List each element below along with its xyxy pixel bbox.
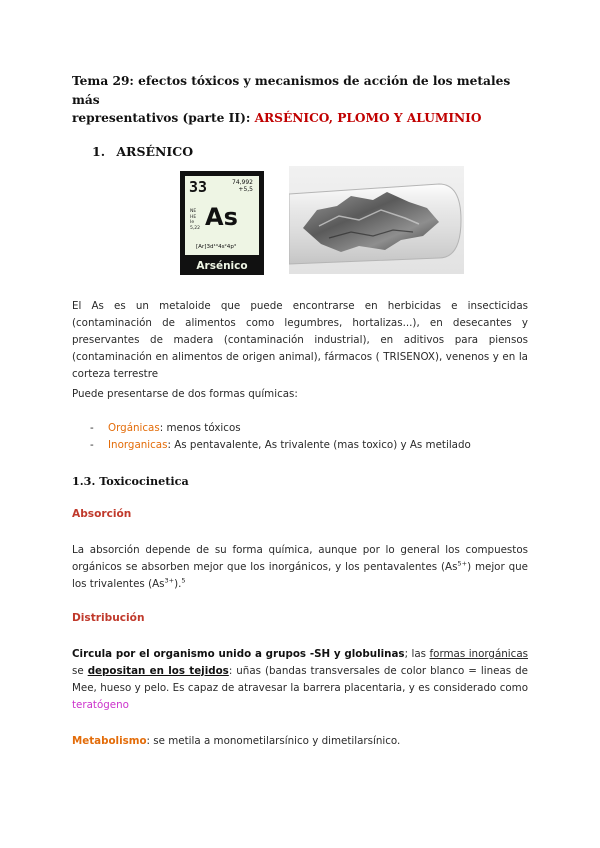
side-value: HE: [190, 214, 197, 220]
paragraph-distribucion: [72, 646, 528, 714]
oxidation-states: +5,5: [238, 186, 253, 193]
side-value: NE: [190, 209, 197, 214]
element-symbol: As: [205, 203, 238, 231]
highlight-text: teratógeno: [72, 699, 129, 711]
superscript: 3+: [164, 576, 175, 585]
side-value: Ie: [190, 220, 195, 225]
title-line1: Tema 29: efectos tóxicos y mecanismos de acción de los metales más: [72, 74, 511, 107]
list-dash: -: [90, 439, 94, 451]
list-item-organicas: [90, 420, 241, 437]
list-item-inorganicas: [90, 437, 471, 454]
title-accent: ARSÉNICO, PLOMO Y ALUMINIO: [254, 111, 482, 125]
title-line2-prefix: representativos (parte II):: [72, 111, 255, 125]
text: ).: [174, 578, 182, 590]
electron-configuration: [Ar]3d¹⁰4s²4p³: [196, 244, 237, 250]
form-text: : menos tóxicos: [159, 422, 241, 434]
metabolismo-label: Metabolismo: [72, 735, 147, 747]
element-name: Arsénico: [196, 260, 248, 272]
form-text: : As pentavalente, As trivalente (mas toxico) y As metilado: [167, 439, 471, 451]
superscript: 5+: [457, 559, 468, 568]
side-value: 5,22: [190, 225, 201, 231]
bold-text: Circula por el organismo unido a grupos -SH y globulinas: [72, 648, 405, 660]
form-label: Inorganicas: [108, 439, 168, 451]
tile-side-values: [190, 209, 200, 231]
paragraph-absorcion: [72, 542, 528, 593]
text: ) mejor que los trivalentes (As: [72, 561, 528, 590]
text: se: [72, 665, 88, 677]
list-dash: -: [90, 422, 94, 434]
text: : se metila a monometilarsínico y dimetilarsínico.: [146, 735, 401, 747]
paragraph-intro: El As es un metaloide que puede encontrarse en herbicidas e insecticidas (contaminación de alimentos como legumbres, hortalizas...), en desecantes y preservantes de madera (contaminación industrial), en aditivos para piensos (contaminación en alimentos de origen animal), fármacos ( TRISENOX), venenos y en la corteza terrestre: [72, 300, 528, 380]
heading-absorcion: Absorción: [72, 508, 132, 520]
heading-distribucion: Distribución: [72, 612, 145, 624]
document-title: [72, 72, 542, 128]
atomic-number: 33: [189, 178, 208, 196]
tile-face: [185, 176, 259, 255]
text: ; las: [404, 648, 430, 660]
text: La absorción depende de su forma química, aunque por lo general los compuestos orgánicos se absorben mejor que los inorgánicos, y los pentavalentes (As: [72, 544, 528, 573]
mass-value: 74,992: [232, 179, 253, 186]
underlined-text: formas inorgánicas: [429, 648, 528, 660]
text: : uñas (bandas transversales de color blanco = lineas de Mee, hueso y pelo. Es capaz de atravesar la barrera placentaria, y es considerado como: [72, 665, 528, 694]
bold-underlined-text: depositan en los tejidos: [87, 665, 229, 677]
arsenic-sample-photo: [289, 166, 464, 274]
paragraph-forms-intro: Puede presentarse de dos formas químicas:: [72, 388, 298, 400]
arsenic-element-tile: [180, 171, 264, 275]
footnote-ref: 5: [181, 576, 186, 585]
section-number: 1.: [92, 144, 106, 159]
subsection-heading: 1.3. Toxicocinetica: [72, 474, 189, 488]
section-title: ARSÉNICO: [116, 144, 194, 159]
atomic-mass: [232, 179, 253, 193]
paragraph-metabolismo: [72, 733, 528, 750]
form-label: Orgánicas: [108, 422, 160, 434]
section-heading-arsenico: [92, 144, 193, 159]
